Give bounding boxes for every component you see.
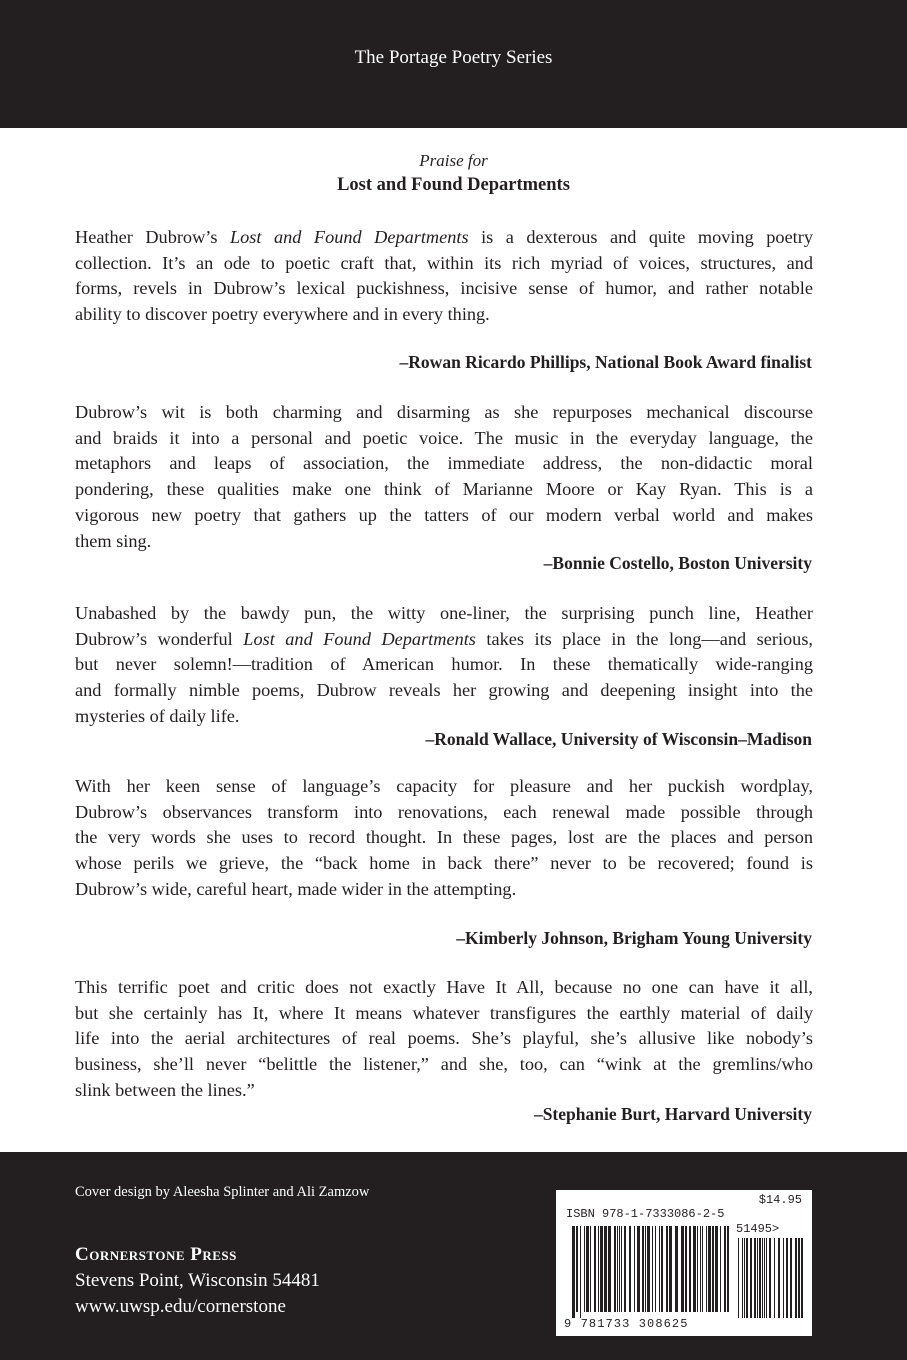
barcode-bars xyxy=(556,1190,812,1336)
blurb-line: Dubrow’s wit is both charming and disarming as she repurposes mechanical discourse xyxy=(75,402,813,422)
blurb-3 xyxy=(75,601,813,730)
barcode-bar xyxy=(659,1226,660,1312)
blurb-line: pondering, these qualities make one think of Marianne Moore or Kay Ryan. This is a xyxy=(75,479,813,500)
barcode-bar xyxy=(712,1226,714,1312)
barcode-bar xyxy=(689,1226,691,1312)
barcode-bar xyxy=(652,1226,653,1312)
blurb-1 xyxy=(75,225,813,328)
attribution-1: –Rowan Ricardo Phillips, National Book Award finalist xyxy=(399,352,812,372)
barcode-addon-bar xyxy=(766,1238,767,1318)
blurb-line: slink between the lines.” xyxy=(75,1079,255,1100)
barcode-bar xyxy=(624,1226,626,1312)
barcode-addon-bar xyxy=(764,1238,765,1318)
barcode-addon-bar xyxy=(759,1238,761,1318)
barcode-bar xyxy=(608,1226,611,1312)
attribution-2: –Bonnie Costello, Boston University xyxy=(543,553,812,573)
blurb-line: Dubrow’s wonderful Lost and Found Departments takes its place in the long—and serious, xyxy=(75,628,814,649)
barcode-addon-bar xyxy=(801,1238,803,1318)
barcode-addon-bar xyxy=(746,1238,748,1318)
blurb-line: but never solemn!—tradition of American humor. In these thematically wide-ranging xyxy=(75,654,813,675)
barcode-bar xyxy=(594,1226,596,1312)
barcode-addon-bar xyxy=(754,1238,756,1318)
praise-heading xyxy=(0,150,907,198)
publisher-city: Stevens Point, Wisconsin 54481 xyxy=(75,1270,320,1291)
barcode-bar xyxy=(576,1226,578,1312)
barcode-addon-bar xyxy=(798,1238,800,1318)
barcode-addon-bar xyxy=(783,1238,784,1318)
blurb-line: and formally nimble poems, Dubrow reveals her growing and deepening insight into the xyxy=(75,680,813,701)
top-band xyxy=(0,0,907,128)
barcode-bar xyxy=(621,1226,622,1312)
barcode-bar xyxy=(708,1226,711,1312)
barcode-addon-bar xyxy=(742,1238,743,1318)
barcode-bar xyxy=(580,1226,581,1318)
blurb-line: life into the aerial architectures of real poems. She’s playful, she’s allusive like nobody’s xyxy=(75,1028,813,1049)
cover-design-credit: Cover design by Aleesha Splinter and Ali Zamzow xyxy=(75,1184,370,1200)
series-title: The Portage Poetry Series xyxy=(354,47,553,68)
barcode-addon-bar xyxy=(774,1238,775,1318)
barcode-bar xyxy=(584,1226,585,1312)
barcode-bar xyxy=(586,1226,589,1312)
barcode-addon-bar xyxy=(762,1238,763,1318)
barcode-addon-bar xyxy=(790,1238,792,1318)
blurb-5 xyxy=(75,975,813,1104)
attribution-4: –Kimberly Johnson, Brigham Young University xyxy=(456,928,812,948)
blurb-line: them sing. xyxy=(75,530,152,551)
bottom-band xyxy=(0,1152,907,1360)
blurb-line: business, she’ll never “belittle the listener,” and she, too, can “wink at the gremlins/who xyxy=(75,1054,813,1075)
barcode-addon-bar xyxy=(795,1238,797,1318)
barcode-bar xyxy=(614,1226,616,1312)
blurb-line: ability to discover poetry everywhere and in every thing. xyxy=(75,304,490,325)
barcode-bar xyxy=(619,1226,620,1312)
barcode-bar xyxy=(661,1226,663,1312)
blurb-line: metaphors and leaps of association, the immediate address, the non-didactic moral xyxy=(75,453,813,474)
blurb-line: mysteries of daily life. xyxy=(75,705,240,726)
barcode-addon-bar xyxy=(778,1238,780,1318)
barcode-bar xyxy=(675,1226,678,1312)
barcode-bar xyxy=(697,1226,698,1312)
barcode-addon-bar xyxy=(744,1238,745,1318)
blurb-4 xyxy=(75,774,813,903)
blurb-line: Unabashed by the bawdy pun, the witty one-liner, the surprising punch line, Heather xyxy=(75,603,813,623)
barcode-bar xyxy=(693,1226,696,1312)
blurb-line: collection. It’s an ode to poetic craft that, within its rich myriad of voices, structures, and xyxy=(75,252,813,273)
blurb-line: Heather Dubrow’s Lost and Found Departments is a dexterous and quite moving poetry xyxy=(75,227,813,247)
barcode-digits: 9 781733 308625 xyxy=(564,1317,689,1331)
barcode-bar xyxy=(685,1226,687,1312)
blurb-line: forms, revels in Dubrow’s lexical puckishness, incisive sense of humor, and rather notable xyxy=(75,278,813,299)
barcode-bar xyxy=(572,1226,575,1318)
publisher-url: www.uwsp.edu/cornerstone xyxy=(75,1296,286,1317)
blurb-line: This terrific poet and critic does not exactly Have It All, because no one can have it all, xyxy=(75,977,813,997)
blurb-line: and braids it into a personal and poetic voice. The music in the everyday language, the xyxy=(75,427,813,448)
barcode-addon-bar xyxy=(769,1238,771,1318)
barcode-bar xyxy=(634,1226,635,1312)
barcode-bar xyxy=(629,1226,631,1312)
blurb-line: Dubrow’s observances transform into renovations, each renewal made possible through xyxy=(75,801,813,822)
barcode-bar xyxy=(598,1226,599,1312)
barcode-bar xyxy=(669,1226,672,1312)
barcode-bar xyxy=(655,1226,656,1312)
barcode-bar xyxy=(666,1226,668,1312)
barcode-addon-number: 51495> xyxy=(736,1222,780,1236)
barcode-bar xyxy=(715,1226,718,1312)
barcode-bar xyxy=(647,1226,650,1312)
barcode-bar xyxy=(720,1226,721,1312)
barcode-bar xyxy=(724,1226,726,1312)
barcode-bar xyxy=(590,1226,591,1312)
praise-intro: Praise for xyxy=(419,151,488,170)
book-title-italic: Lost and Found Departments xyxy=(229,227,469,247)
attribution-3: –Ronald Wallace, University of Wisconsin–Madison xyxy=(425,729,812,749)
blurb-line: vigorous new poetry that gathers up the tatters of our modern verbal world and makes xyxy=(75,504,813,525)
book-title: Lost and Found Departments xyxy=(337,175,570,195)
blurb-2 xyxy=(75,400,813,554)
publisher-name: Cornerstone Press xyxy=(75,1244,237,1265)
blurb-line: whose perils we grieve, the “back home in back there” never to be recovered; found is xyxy=(75,853,813,874)
barcode-bar xyxy=(637,1226,640,1312)
barcode-addon-bar xyxy=(757,1238,758,1318)
barcode-bar xyxy=(681,1226,684,1312)
barcode-addon-bar xyxy=(786,1238,788,1318)
blurb-line: Dubrow’s wide, careful heart, made wider in the attempting. xyxy=(75,878,517,899)
barcode-isbn: ISBN 978-1-7333086-2-5 xyxy=(566,1207,725,1221)
barcode-box xyxy=(556,1190,812,1336)
book-title-italic: Lost and Found Departments xyxy=(243,628,476,649)
barcode-bar xyxy=(617,1226,618,1312)
attribution-5: –Stephanie Burt, Harvard University xyxy=(533,1104,812,1124)
barcode-bar xyxy=(604,1226,607,1312)
blurb-line: With her keen sense of language’s capacity for pleasure and her puckish wordplay, xyxy=(75,776,813,796)
barcode-bar xyxy=(727,1226,729,1312)
barcode-bar xyxy=(706,1226,707,1312)
barcode-bar xyxy=(700,1226,701,1312)
barcode-bar xyxy=(600,1226,603,1312)
barcode-bar xyxy=(642,1226,644,1312)
blurb-line: the very words she uses to record thought. In these pages, lost are the places and person xyxy=(75,827,813,848)
barcode-bar xyxy=(645,1226,646,1312)
barcode-price: $14.95 xyxy=(758,1193,802,1207)
blurb-line: but she certainly has It, where It means whatever transfigures the earthly material of daily xyxy=(75,1002,813,1023)
barcode-addon-bar xyxy=(750,1238,752,1318)
barcode-bar xyxy=(702,1226,703,1312)
barcode-addon-bar xyxy=(738,1238,739,1318)
